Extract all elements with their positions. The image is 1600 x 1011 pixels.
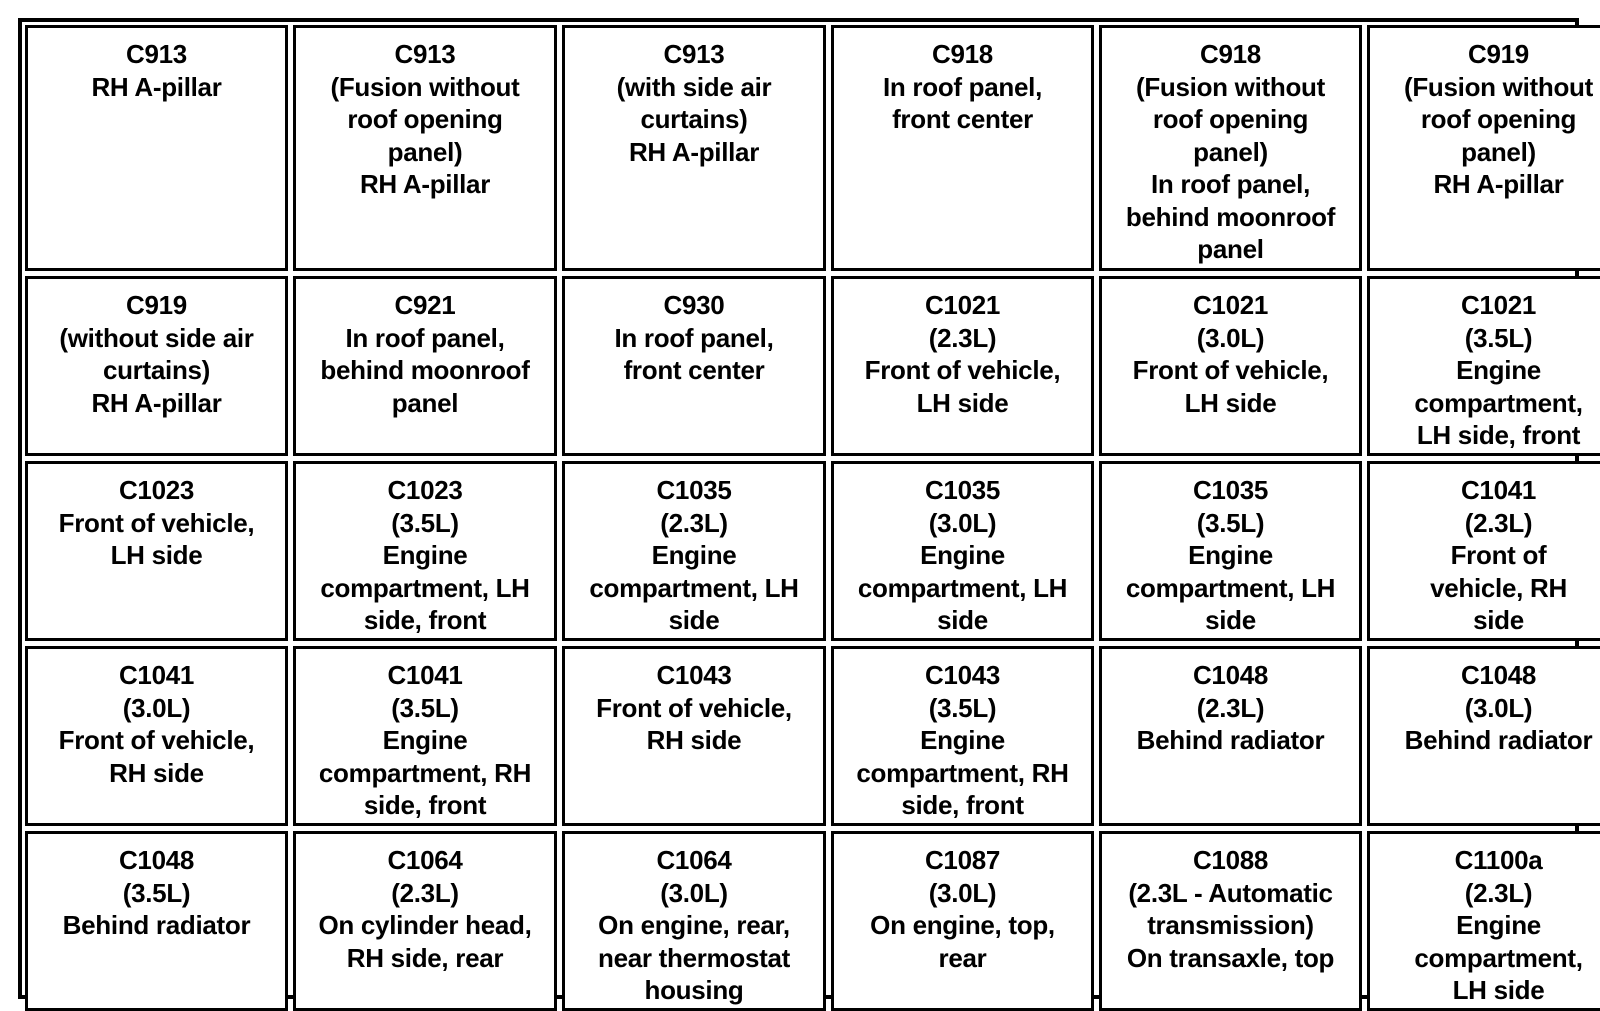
cell-text: C1035 (3.5L) Engine compartment, LH side — [1125, 475, 1336, 635]
table-cell — [293, 461, 557, 641]
cell-text: C1048 (2.3L) Behind radiator — [1136, 660, 1325, 755]
table-cell — [831, 646, 1094, 826]
table-cell — [562, 276, 826, 456]
table-cell — [562, 831, 826, 1011]
table-cell — [562, 461, 826, 641]
table-cell — [1367, 461, 1600, 641]
table-cell — [25, 831, 288, 1011]
cell-text: C1035 (2.3L) Engine compartment, LH side — [589, 475, 799, 635]
cell-text: C921 In roof panel, behind moonroof panel — [320, 290, 530, 418]
table-cell — [1367, 831, 1600, 1011]
table-cell — [1367, 276, 1600, 456]
table-cell — [1099, 646, 1362, 826]
cell-text: C930 In roof panel, front center — [614, 290, 774, 385]
cell-text: C913 (Fusion without roof opening panel) RH A-pillar — [330, 39, 520, 199]
table-cell — [562, 646, 826, 826]
connector-grid — [25, 25, 1593, 1005]
cell-text: C1021 (3.5L) Engine compartment, LH side, front — [1414, 290, 1583, 450]
cell-text: C913 (with side air curtains) RH A-pillar — [616, 39, 772, 167]
cell-text: C1043 Front of vehicle, RH side — [596, 660, 792, 755]
cell-text: C1064 (3.0L) On engine, rear, near thermostat housing — [598, 845, 790, 1005]
table-cell — [293, 25, 557, 271]
cell-text: C1041 (2.3L) Front of vehicle, RH side — [1430, 475, 1567, 635]
cell-text: C918 In roof panel, front center — [882, 39, 1043, 134]
cell-text: C1023 Front of vehicle, LH side — [58, 475, 255, 570]
table-cell — [25, 25, 288, 271]
cell-text: C919 (without side air curtains) RH A-pillar — [59, 290, 254, 418]
table-cell — [1099, 276, 1362, 456]
cell-text: C1048 (3.5L) Behind radiator — [62, 845, 251, 940]
cell-text: C1041 (3.5L) Engine compartment, RH side, front — [318, 660, 532, 820]
table-cell — [831, 25, 1094, 271]
table-cell — [1099, 831, 1362, 1011]
cell-text: C918 (Fusion without roof opening panel) In roof panel, behind moonroof panel — [1125, 39, 1336, 264]
cell-text: C1035 (3.0L) Engine compartment, LH side — [857, 475, 1068, 635]
cell-text: C913 RH A-pillar — [91, 39, 222, 102]
cell-text: C1064 (2.3L) On cylinder head, RH side, rear — [318, 845, 532, 973]
cell-text: C1087 (3.0L) On engine, top, rear — [870, 845, 1055, 973]
table-cell — [1367, 646, 1600, 826]
table-cell — [293, 646, 557, 826]
cell-text: C1021 (2.3L) Front of vehicle, LH side — [864, 290, 1061, 418]
table-cell — [562, 25, 826, 271]
cell-text: C1023 (3.5L) Engine compartment, LH side, front — [320, 475, 530, 635]
table-cell — [831, 276, 1094, 456]
cell-text: C1041 (3.0L) Front of vehicle, RH side — [58, 660, 255, 788]
table-cell — [831, 461, 1094, 641]
table-cell — [1367, 25, 1600, 271]
table-cell — [25, 646, 288, 826]
table-cell — [831, 831, 1094, 1011]
table-cell — [25, 276, 288, 456]
cell-text: C1088 (2.3L - Automatic transmission) On transaxle, top — [1126, 845, 1335, 973]
cell-text: C919 (Fusion without roof opening panel) RH A-pillar — [1403, 39, 1593, 199]
cell-text: C1021 (3.0L) Front of vehicle, LH side — [1132, 290, 1329, 418]
cell-text: C1048 (3.0L) Behind radiator — [1404, 660, 1593, 755]
table-cell — [1099, 25, 1362, 271]
connector-location-table — [18, 18, 1593, 1005]
table-cell — [293, 276, 557, 456]
table-cell — [1099, 461, 1362, 641]
table-cell — [293, 831, 557, 1011]
cell-text: C1100a (2.3L) Engine compartment, LH side — [1414, 845, 1583, 1005]
cell-text: C1043 (3.5L) Engine compartment, RH side, front — [856, 660, 1069, 820]
table-cell — [25, 461, 288, 641]
